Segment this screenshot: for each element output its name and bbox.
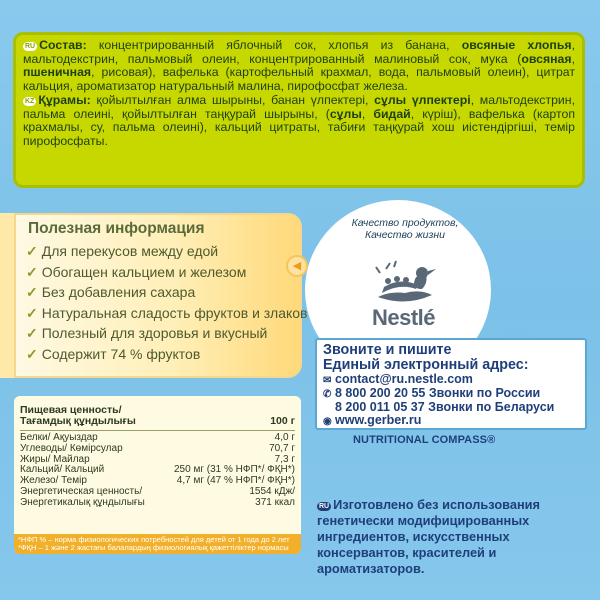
nutrient-value: 4,7 мг (47 % НФП*/ ФҚН*) xyxy=(176,475,295,487)
useful-info-item xyxy=(26,241,290,262)
check-icon: ✓ xyxy=(26,263,38,280)
kz-badge: KZ xyxy=(25,97,35,105)
brand-slogan xyxy=(345,217,465,241)
globe-icon: ◉ xyxy=(323,416,332,427)
contact-website[interactable]: www.gerber.ru xyxy=(335,413,422,427)
useful-info-text: Содержит 74 % фруктов xyxy=(41,345,201,362)
contact-phone-by[interactable]: 8 200 011 05 37 Звонки по Беларуси xyxy=(335,400,555,414)
arrow-left-icon: ◀ xyxy=(286,255,308,277)
useful-info-item xyxy=(26,262,290,283)
footnote-line: *НФП % – норма физиологических потребностей для детей от 1 года до 2 лет xyxy=(18,535,290,544)
nest-birds-logo-icon xyxy=(370,259,440,307)
no-gmo-text: Изготовлено без использования генетически модифицированных ингредиентов, искусственных консервантов, красителей и ароматизаторов. xyxy=(317,497,541,576)
composition-kz-bold: бидай xyxy=(373,106,411,121)
composition-kz-text: , xyxy=(361,106,374,121)
composition-ru-bold: овсяная xyxy=(521,51,572,66)
ru-badge: RU xyxy=(25,43,36,50)
brand-name: Nestlé xyxy=(372,305,436,330)
contact-phone-ru[interactable]: 8 800 200 20 55 Звонки по России xyxy=(335,386,541,400)
useful-info-title: Полезная информация xyxy=(28,220,205,237)
useful-info-text: Полезный для здоровья и вкусный xyxy=(41,325,268,341)
nutrient-label: Кальций/ Кальций xyxy=(20,464,105,476)
composition-ru-text: концентрированный яблочный сок, хлопья из банана, xyxy=(86,38,462,52)
check-icon: ✓ xyxy=(26,243,38,259)
brand-slogan-line: Качество жизни xyxy=(364,229,446,241)
useful-info-text: Для перекусов между едой xyxy=(41,243,219,259)
nutrient-value: 371 ккал xyxy=(255,496,295,508)
useful-info-item xyxy=(26,323,290,344)
composition-ru-bold: пшеничная xyxy=(23,65,92,80)
nutrition-header-label xyxy=(20,405,136,427)
nutritional-compass-label: NUTRITIONAL COMPASS® xyxy=(353,434,496,446)
composition-kz-text: қойылтылған алма шырыны, банан үлпектері, xyxy=(90,92,375,107)
check-icon: ✓ xyxy=(26,345,38,362)
composition-box xyxy=(13,32,585,188)
contact-web-row xyxy=(323,414,579,428)
no-gmo-statement xyxy=(317,497,585,577)
useful-info-text: Натуральная сладость фруктов и злаков xyxy=(41,304,308,321)
ru-badge: RU xyxy=(319,503,330,510)
composition-ru-text: , рисовая), вафелька (картофельный крахмал, вода, пальмовый олеин), цитрат кальция, ароматизатор натуральный малина, пирофосфат железа. xyxy=(23,65,575,94)
composition-kz-bold: сұлы үлпектері xyxy=(374,92,471,107)
nutrient-label: Белки/ Ақуыздар xyxy=(20,432,98,443)
useful-info-item xyxy=(26,344,290,365)
nutrient-label: Углеводы/ Көмірсулар xyxy=(20,442,123,454)
nutrient-label: Энергетикалық құндылығы xyxy=(20,496,145,508)
contact-email-row xyxy=(323,373,579,387)
nutrient-value: 250 мг (31 % НФП*/ ФҚН*) xyxy=(174,464,295,476)
table-row xyxy=(14,444,301,455)
nutrient-value: 1554 кДж/ xyxy=(249,485,295,497)
nutrient-value: 7,3 г xyxy=(274,453,295,465)
nutrition-header-line: Тағамдық құндылығы xyxy=(20,415,136,427)
contact-phone-row xyxy=(323,387,579,401)
divider xyxy=(20,430,295,431)
nutrition-header-line: Пищевая ценность/ xyxy=(20,404,122,416)
phone-icon: ✆ xyxy=(323,389,332,400)
nutrient-label: Энергетическая ценность/ xyxy=(20,485,143,497)
useful-info-item xyxy=(26,303,308,324)
nutrient-label: Железо/ Темір xyxy=(20,475,87,487)
useful-info-box xyxy=(14,213,308,378)
composition-kz-bold: сұлы xyxy=(329,106,362,121)
table-row xyxy=(14,498,301,509)
nutrition-footnote xyxy=(14,534,301,554)
useful-info-item xyxy=(26,282,290,303)
composition-ru-text: , мальтодекстрин, пальмовый олеин, концентрированный малиновый сок, мука ( xyxy=(23,38,576,66)
nutrient-value: 4,0 г xyxy=(274,432,295,443)
contact-subheading: Единый электронный адрес: xyxy=(323,357,529,373)
useful-info-panel xyxy=(0,213,312,378)
contact-email[interactable]: contact@ru.nestle.com xyxy=(335,372,473,386)
nutrition-table xyxy=(14,396,301,554)
useful-info-text: Без добавления сахара xyxy=(41,284,196,300)
composition-kz-text: , мальтодекстрин, пальма олеині, қойылтылған таңқурай шырыны, ( xyxy=(23,92,575,121)
contact-box xyxy=(315,338,587,430)
nutrition-per: 100 г xyxy=(270,415,295,427)
useful-info-list xyxy=(26,241,308,364)
composition-kz-text: , күріш), вафелька (картоп крахмалы, су, пальма олеині), кальций цитраты, табиғи таңқурай хош иістендіргіші, темір пирофосфаты. xyxy=(23,106,575,148)
composition-ru-label: Состав: xyxy=(39,38,87,52)
nutrition-header xyxy=(14,396,301,427)
check-icon: ✓ xyxy=(26,304,38,321)
composition-kz-label: Құрамы: xyxy=(38,92,91,107)
envelope-icon: ✉ xyxy=(323,375,332,386)
nutrient-value: 70,7 г xyxy=(269,442,295,454)
useful-info-text: Обогащен кальцием и железом xyxy=(41,263,247,280)
brand-slogan-line: Качество продуктов, xyxy=(351,217,459,229)
check-icon: ✓ xyxy=(26,325,38,341)
composition-ru-bold: овсяные хлопья xyxy=(461,38,572,52)
footnote-line: *ФҚН – 1 және 2 жастағы балалардың физиологиялық қажеттіліктер нормасы xyxy=(18,543,289,552)
check-icon: ✓ xyxy=(26,284,38,300)
composition-kz xyxy=(23,94,575,149)
contact-heading: Звоните и пишите xyxy=(323,342,452,358)
nutrient-label: Жиры/ Майлар xyxy=(20,453,90,465)
composition-ru xyxy=(23,39,575,94)
composition-ru-text: , xyxy=(571,51,575,66)
